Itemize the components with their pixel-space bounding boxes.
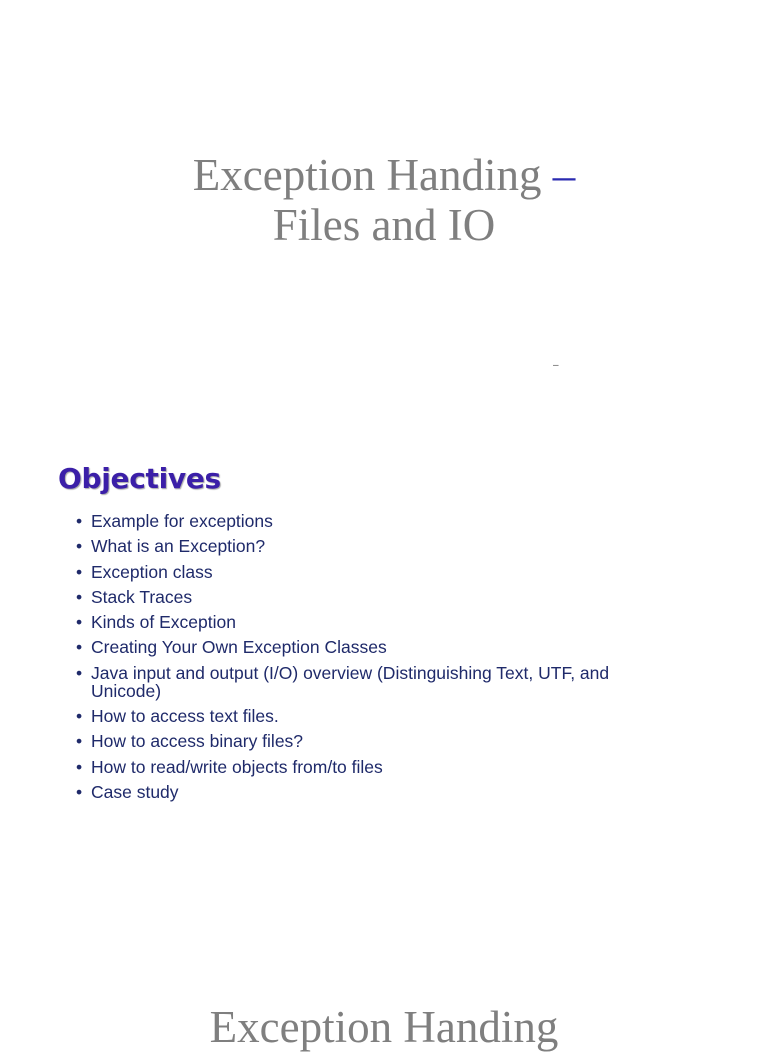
list-item: [76, 638, 676, 656]
list-item-text: Case study: [91, 781, 179, 802]
objectives-list: [76, 512, 676, 808]
list-item-text: How to access binary files?: [91, 731, 304, 752]
list-item: [76, 783, 676, 801]
list-item: [76, 563, 676, 581]
list-item: [76, 588, 676, 606]
bullet-icon: •: [76, 612, 83, 633]
objectives-heading: Objectives: [58, 462, 221, 495]
list-item-text: Java input and output (I/O) overview (Distinguishing Text, UTF, and Unicode): [91, 662, 610, 701]
bullet-icon: •: [76, 586, 83, 607]
list-item-text: Creating Your Own Exception Classes: [91, 637, 387, 658]
title-slide: [0, 0, 768, 432]
bullet-icon: •: [76, 781, 83, 802]
bullet-icon: •: [76, 511, 83, 531]
list-item-text: Exception class: [91, 561, 213, 582]
small-mark: –: [553, 360, 559, 371]
list-item-text: How to access text files.: [91, 706, 279, 727]
list-item-text: What is an Exception?: [91, 536, 266, 557]
bullet-icon: •: [76, 536, 83, 557]
bullet-icon: •: [76, 706, 83, 727]
list-item-text: Example for exceptions: [91, 511, 273, 531]
list-item: [76, 664, 676, 700]
list-item-text: How to read/write objects from/to files: [91, 756, 383, 777]
list-item: [76, 732, 676, 750]
list-item: [76, 512, 676, 530]
bullet-icon: •: [76, 756, 83, 777]
bullet-icon: •: [76, 637, 83, 658]
bullet-icon: •: [76, 561, 83, 582]
slide-title: [0, 150, 768, 250]
objectives-slide: [0, 432, 768, 864]
list-item-text: Kinds of Exception: [91, 612, 236, 633]
list-item: [76, 537, 676, 555]
list-item-text: Stack Traces: [91, 586, 193, 607]
title-line-2: Files and IO: [272, 200, 496, 250]
next-slide-partial: [0, 864, 768, 1052]
title-dash: –: [552, 150, 576, 200]
list-item: [76, 758, 676, 776]
list-item: [76, 707, 676, 725]
bullet-icon: •: [76, 662, 83, 683]
list-item: [76, 613, 676, 631]
title-line-1: Exception Handing: [192, 150, 542, 200]
bullet-icon: •: [76, 731, 83, 752]
next-slide-title: Exception Handing: [209, 1002, 559, 1052]
